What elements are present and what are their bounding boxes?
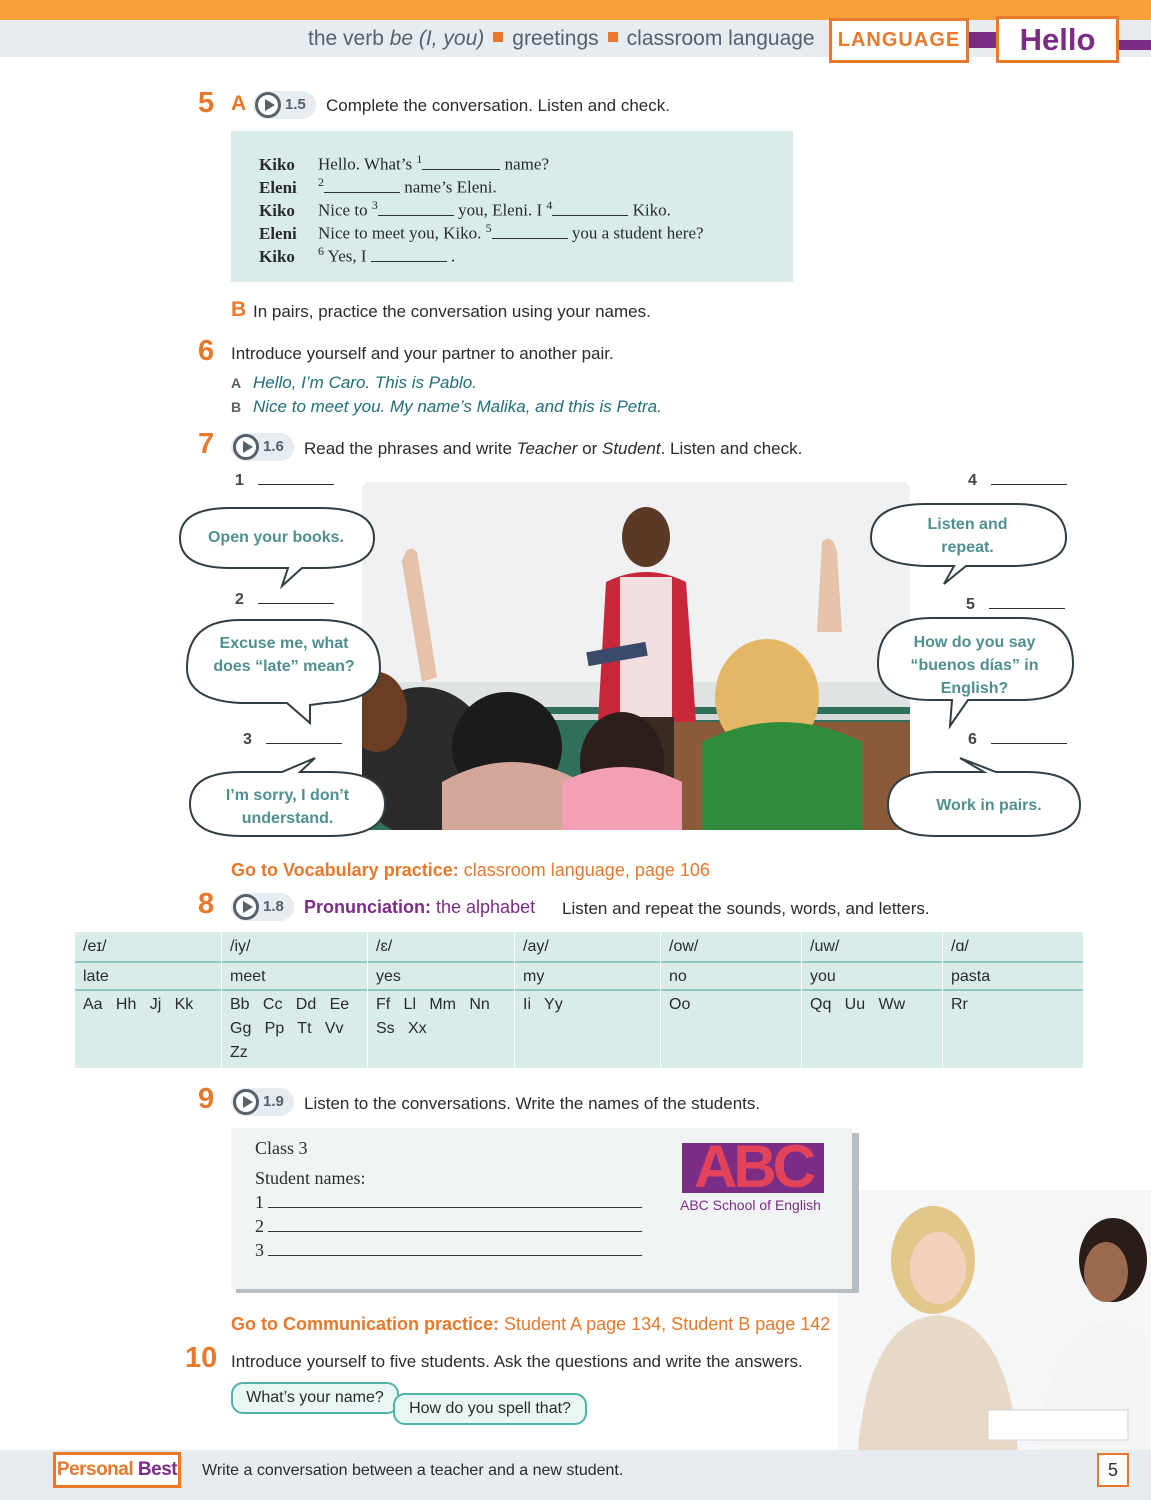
name-row: 1 (255, 1192, 642, 1213)
exercise-number: 5 (198, 87, 215, 119)
part-label: B (231, 298, 247, 321)
vocabulary-practice-link[interactable]: Go to Vocabulary practice: classroom language, page 106 (231, 860, 710, 880)
play-icon (255, 92, 281, 118)
sound-column (942, 932, 1083, 1068)
letters: Zz (230, 1044, 248, 1061)
letters: Ii Yy (523, 996, 563, 1013)
sound-column (660, 932, 800, 1068)
sound-symbol: /ow/ (669, 938, 699, 955)
logo-letters: ABC (694, 1143, 812, 1193)
answer-label: 5 (966, 596, 1065, 614)
bullet-square-icon (608, 32, 618, 42)
pronunciation-heading: Pronunciation: the alphabet (304, 897, 536, 917)
conversation-line: Kiko Nice to $^3$ you, Eleni. I $^4$ Kiko. (259, 198, 671, 220)
example-line: B Nice to meet you. My name’s Malika, and this is Petra. (231, 397, 662, 416)
letters: Ss Xx (376, 1020, 427, 1037)
letters: Rr (951, 996, 968, 1013)
conversation-line: Eleni $^2$ name’s Eleni. (259, 175, 497, 197)
sound-symbol: /eɪ/ (83, 938, 107, 955)
abc-logo (682, 1143, 824, 1193)
answer-label: 1 (235, 472, 334, 490)
question-bubble: How do you spell that? (393, 1393, 587, 1425)
instruction: Complete the conversation. Listen and check. (326, 96, 670, 115)
personal-best-badge: Personal Best (53, 1452, 181, 1488)
personal-best-task: Write a conversation between a teacher and a new student. (202, 1462, 624, 1479)
example-word: no (669, 968, 687, 985)
sound-column (221, 932, 366, 1068)
letters: Ff Ll Mm Nn (376, 996, 490, 1013)
letters: Gg Pp Tt Vv (230, 1020, 344, 1037)
answer-label: 6 (968, 731, 1067, 749)
sound-symbol: /ɑ/ (951, 938, 969, 955)
sound-column (75, 932, 220, 1068)
question-bubble: What’s your name? (231, 1382, 399, 1414)
answer-blank[interactable] (371, 248, 447, 262)
answer-blank[interactable] (991, 475, 1067, 485)
example-word: meet (230, 968, 266, 985)
sound-symbol: /iy/ (230, 938, 251, 955)
page-number: 5 (1097, 1453, 1129, 1487)
audio-track-button[interactable]: 1.8 (231, 893, 294, 921)
sound-column (801, 932, 941, 1068)
sound-column (367, 932, 513, 1068)
answer-blank[interactable] (492, 225, 568, 239)
answer-label: 4 (968, 472, 1067, 490)
speech-bubble-text: Open your books. (207, 529, 344, 546)
classroom-photo (362, 482, 910, 830)
audio-track-button[interactable]: 1.6 (231, 433, 294, 461)
exercise-number: 8 (198, 888, 215, 920)
play-icon (233, 434, 259, 460)
play-icon (233, 1089, 259, 1115)
letters: Aa Hh Jj Kk (83, 996, 194, 1013)
sound-column (514, 932, 659, 1068)
students-photo (838, 1190, 1151, 1452)
letters: Qq Uu Ww (810, 996, 906, 1013)
exercise-number: 9 (198, 1083, 215, 1115)
bullet-square-icon (493, 32, 503, 42)
class-title: Class 3 (255, 1138, 308, 1158)
conversation-line: Eleni Nice to meet you, Kiko. $^5$ you a student here? (259, 221, 704, 243)
audio-track-button[interactable]: 1.9 (231, 1088, 294, 1116)
answer-blank[interactable] (268, 1196, 642, 1208)
letters: Bb Cc Dd Ee (230, 996, 350, 1013)
conversation-line: Kiko Hello. What’s $^1$ name? (259, 152, 549, 174)
answer-blank[interactable] (324, 179, 400, 193)
speech-bubble-text: Work in pairs. (936, 797, 1042, 814)
letters: Oo (669, 996, 691, 1013)
answer-blank[interactable] (552, 202, 628, 216)
header-connector (1119, 40, 1151, 50)
answer-blank[interactable] (268, 1220, 642, 1232)
answer-blank[interactable] (258, 475, 334, 485)
instruction: Listen and repeat the sounds, words, and letters. (562, 899, 930, 918)
example-word: late (83, 968, 109, 985)
example-word: yes (376, 968, 401, 985)
instruction: In pairs, practice the conversation using your names. (253, 302, 651, 321)
instruction: Read the phrases and write Teacher or Student. Listen and check. (304, 439, 803, 458)
student-names-label: Student names: (255, 1168, 366, 1188)
instruction: Listen to the conversations. Write the names of the students. (304, 1094, 761, 1113)
exercise-number: 10 (185, 1342, 218, 1374)
header-connector (969, 32, 997, 48)
sound-symbol: /uw/ (810, 938, 840, 955)
unit-topics: the verb be (I, you) greetings classroom language (308, 27, 815, 50)
answer-label: 2 (235, 591, 334, 609)
instruction: Introduce yourself and your partner to another pair. (231, 344, 614, 363)
unit-title: Hello (996, 16, 1119, 63)
speech-bubble-text: How do you say “buenos días” in English? (910, 634, 1039, 697)
exercise-number: 6 (198, 335, 215, 367)
example-word: my (523, 968, 545, 985)
play-icon (233, 894, 259, 920)
instruction: Introduce yourself to five students. Ask the questions and write the answers. (231, 1352, 803, 1371)
example-word: you (810, 968, 836, 985)
answer-label: 3 (243, 731, 342, 749)
name-row: 2 (255, 1216, 642, 1237)
conversation-line: Kiko $^6$ Yes, I . (259, 244, 456, 266)
example-word: pasta (951, 968, 991, 985)
communication-practice-link[interactable]: Go to Communication practice: Student A page 134, Student B page 142 (231, 1314, 831, 1334)
audio-track-button[interactable]: 1.5 (253, 91, 316, 119)
answer-blank[interactable] (268, 1244, 642, 1256)
name-row: 3 (255, 1240, 642, 1261)
exercise-number: 7 (198, 428, 215, 460)
example-line: A Hello, I’m Caro. This is Pablo. (231, 373, 477, 392)
sound-symbol: /ay/ (523, 938, 549, 955)
alphabet-table (75, 932, 1083, 1068)
part-label: A (231, 92, 247, 115)
speech-bubble-text: Listen and repeat. (927, 516, 1008, 556)
answer-blank[interactable] (422, 156, 500, 170)
answer-blank[interactable] (378, 202, 454, 216)
conversation-box (231, 131, 793, 282)
school-name: ABC School of English (680, 1197, 821, 1213)
classroom-illustration (362, 482, 910, 830)
sound-symbol: /ɛ/ (376, 938, 393, 955)
class-card (231, 1128, 852, 1289)
top-orange-bar (0, 0, 1151, 20)
speech-bubble-text: Excuse me, what does “late” mean? (213, 635, 355, 675)
speech-bubble-text: I’m sorry, I don’t understand. (225, 787, 350, 827)
section-label: LANGUAGE (829, 18, 969, 63)
